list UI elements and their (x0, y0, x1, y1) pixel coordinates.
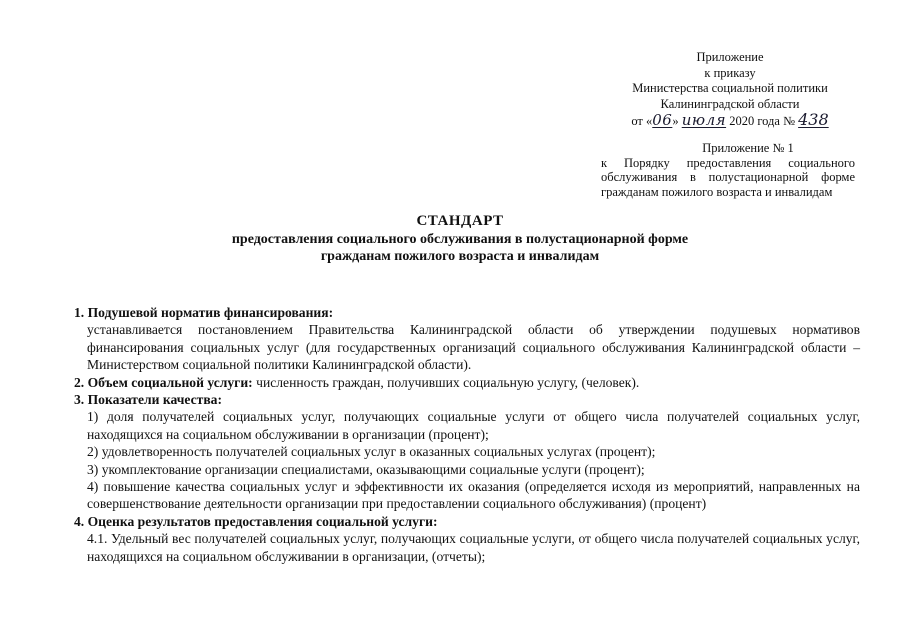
document-body (74, 304, 860, 565)
handwritten-day: 06 (652, 111, 673, 129)
title-line-2: предоставления социального обслуживания в полустационарной форме (231, 232, 689, 247)
section-3-item-2: 2) удовлетворенность получателей социальных услуг в оказанных социальных услугах (процент); (87, 444, 656, 460)
section-2-label: 2. Объем социальной услуги: (74, 374, 253, 390)
approval-line-4: Калининградской области (660, 96, 800, 111)
approval-line-2: к приказу (704, 65, 756, 80)
date-prefix: от « (631, 114, 653, 128)
annex-title: Приложение № 1 (702, 141, 794, 155)
handwritten-month: июля (681, 111, 727, 129)
section-1-text: устанавливается постановлением Правительства Калининградской области об утверждении подушевых нормативов финансирования социальных услуг (для государственных организаций социального обслуживания Калининградской области – Министерством социальной политики Калининградской области). (87, 322, 860, 373)
section-3-heading: 3. Показатели качества: (74, 392, 222, 408)
title-line-3: гражданам пожилого возраста и инвалидам (320, 249, 600, 264)
handwritten-order-number: 438 (798, 110, 829, 129)
section-4-item-1: 4.1. Удельный вес получателей социальных услуг, получающих социальные услуги, от общего числа получателей социальных услуг, находящихся на социальном обслуживании в организации, (отчеты); (87, 531, 860, 564)
approval-line-3: Министерства социальной политики (632, 81, 828, 95)
date-year: 2020 года № (726, 114, 799, 128)
section-2-heading (74, 374, 860, 391)
section-3-item-3: 3) укомплектование организации специалистами, оказывающими социальные услуги (процент); (87, 461, 645, 477)
approval-date-line (600, 112, 860, 130)
section-4-heading: 4. Оценка результатов предоставления социальной услуги: (74, 513, 438, 529)
title-main: СТАНДАРТ (416, 213, 504, 229)
document-title (150, 213, 770, 265)
approval-header (600, 50, 860, 130)
section-3-item-4: 4) повышение качества социальных услуг и эффективности их оказания (определяется исходя из мероприятий, направленных на совершенствование деятельности организации при предоставлении социального обслуживания) (процент) (87, 479, 860, 512)
date-separator: » (672, 114, 679, 128)
annex-block (601, 141, 855, 199)
section-3-item-1: 1) доля получателей социальных услуг, получающих социальные услуги от общего числа получателей социальных услуг, находящихся на социальном обслуживании в организации (процент); (87, 409, 860, 442)
section-1-heading: 1. Подушевой норматив финансирования: (74, 305, 334, 320)
section-2-text: численность граждан, получивших социальную услугу, (человек). (252, 374, 640, 390)
approval-line-1: Приложение (696, 50, 764, 64)
annex-text: к Порядку предоставления социального обслуживания в полустационарной форме гражданам пожилого возраста и инвалидам (601, 155, 855, 199)
